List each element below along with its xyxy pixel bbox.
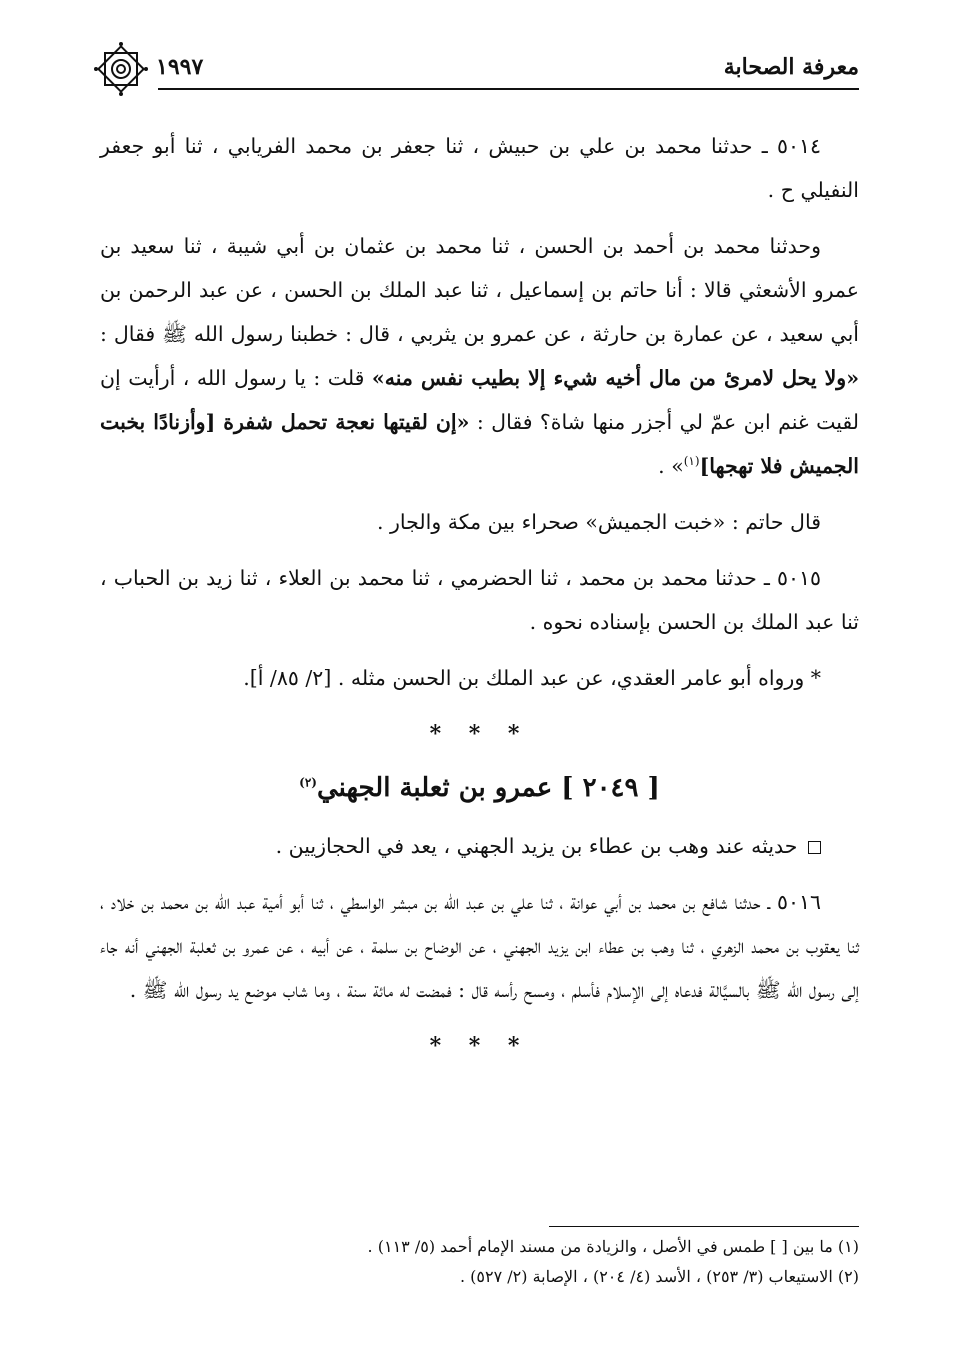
- star-ornament-icon: [92, 40, 150, 98]
- hadith-5015-paragraph: ٥٠١٥ ـ حدثنا محمد بن محمد ، ثنا الحضرمي ، ثنا محمد بن العلاء ، ثنا زيد بن الحباب ، ثنا عبد الملك بن الحسن بإسناده نحوه .: [100, 566, 859, 634]
- section-intro-text: حديثه عند وهب بن عطاء بن يزيد الجهني ، يعد في الحجازيين .: [275, 834, 798, 858]
- footnote-rule: [549, 1226, 859, 1227]
- narration-text: قلت : يا رسول الله ، أرأيت إن لقيت غنم ابن عمّ لي أجزر منها شاة؟ فقال :: [100, 366, 860, 434]
- page-number: ١٩٩٧: [156, 54, 204, 80]
- header-rule: [158, 88, 859, 90]
- section-title: [100, 766, 859, 810]
- narration-text: وحدثنا محمد بن أحمد بن الحسن ، ثنا محمد بن عثمان بن أبي شيبة ، ثنا سعيد بن عمرو الأشعثي قالا : أنا حاتم بن إسماعيل ، ثنا عبد الملك بن الحسن ، عن عبد الرحمن بن أبي سعيد ، عن عمارة بن حارثة ، عن عمرو بن يثربي ، قال : خطبنا رسول الله ﷺ فقال :: [100, 234, 859, 346]
- footnote-ref: (٢): [299, 775, 317, 790]
- footnote-1: (١) ما بين [ ] طمس في الأصل ، والزيادة من مسند الإمام أحمد (٥/ ١١٣) .: [367, 1237, 859, 1256]
- prophetic-quote: «ولا يحل لامرئ من مال أخيه شيء إلا بطيب نفس منه»: [371, 366, 860, 390]
- footnote-ref: (١): [683, 454, 700, 469]
- hatim-note-paragraph: قال حاتم : «خبت الجميش» صحراء بين مكة والجار .: [377, 510, 821, 534]
- hadith-5016-paragraph: ٥٠١٦ ـ حدثنا شافع بن محمد بن أبي عوانة ، ثنا علي بن عبد الله بن مبشر الواسطي ، ثنا أبو أمية عبد الله بن محمد بن خلاد ، ثنا يعقوب بن محمد الزهري ، ثنا وهب بن عطاء ابن يزيد الجهني ، عن الوضاح بن سلمة ، عن أبيه ، عن عمرو بن ثعلبة الجهني أنه جاء إلى رسول الله ﷺ بالسيَّالة فدعاه إلى الإسلام فأسلم ، ومسح رأسه قال : فمضت له مائة سنة ، وما شاب موضع يد رسول الله ﷺ .: [100, 890, 860, 1002]
- running-head: معرفة الصحابة: [723, 54, 859, 80]
- hadith-5014-continuation-paragraph: [100, 224, 859, 488]
- hadith-5014-paragraph: ٥٠١٤ ـ حدثنا محمد بن علي بن حبيش ، ثنا جعفر بن محمد الفريابي ، ثنا أبو جعفر النفيلي ح .: [100, 134, 859, 202]
- footnote-2: (٢) الاستيعاب (٣/ ٢٥٣) ، الأسد (٤/ ٢٠٤) ، الإصابة (٢/ ٥٢٧) .: [459, 1267, 859, 1286]
- section-divider: * * *: [429, 721, 530, 747]
- section-title-text: [ ٢٠٤٩ ] عمرو بن ثعلبة الجهني: [316, 773, 660, 803]
- aqadi-narration-paragraph: * ورواه أبو عامر العقدي، عن عبد الملك بن الحسن مثله . [٢/ ٨٥/ أ].: [243, 666, 821, 690]
- section-intro-paragraph: [100, 824, 859, 868]
- prophetic-quote: «إن لقيتها نعجة تحمل شفرة [وأزنادًا بخبت الجميش فلا تهجها]: [100, 410, 859, 478]
- square-marker-icon: [808, 841, 821, 854]
- footnotes: [100, 1232, 859, 1292]
- section-divider: * * *: [429, 1033, 530, 1059]
- page-header: [92, 40, 859, 96]
- narration-text: » .: [658, 454, 684, 478]
- main-text: [100, 124, 859, 1078]
